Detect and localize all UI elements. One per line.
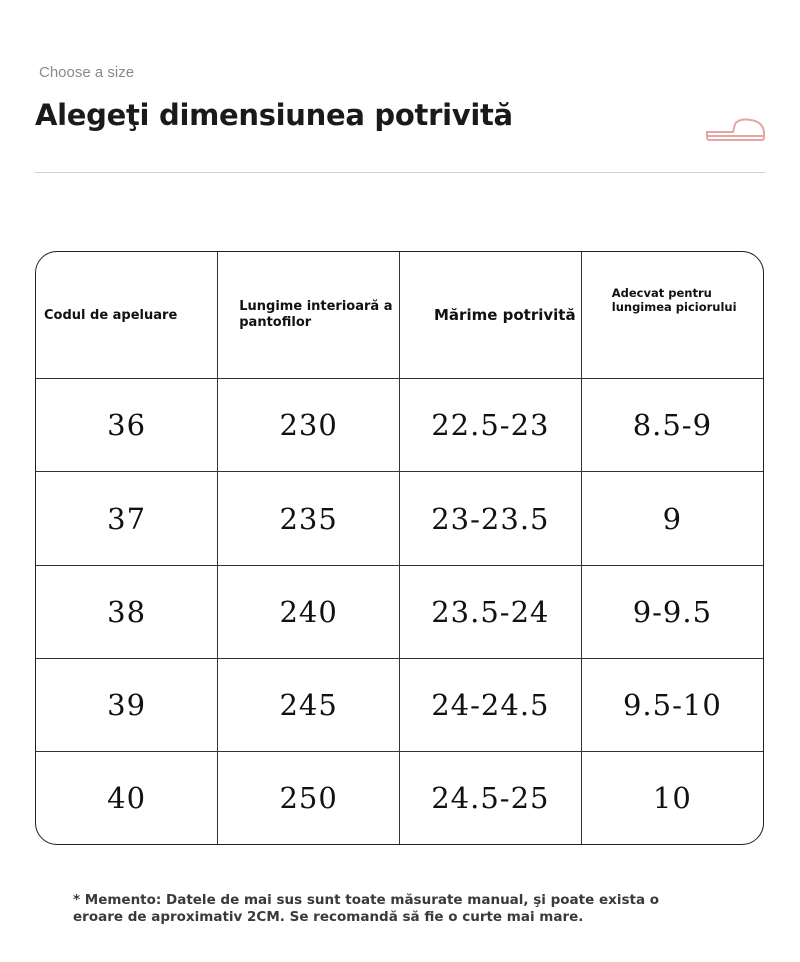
table-cell: 9 [581, 472, 763, 565]
table-cell: 9.5-10 [581, 659, 763, 752]
table-row [36, 565, 763, 658]
table-cell: 250 [218, 752, 400, 844]
table-cell: 24-24.5 [400, 659, 582, 752]
header-divider [35, 172, 765, 173]
table-cell: 23-23.5 [400, 472, 582, 565]
table-cell: 22.5-23 [400, 379, 582, 472]
table-cell: 8.5-9 [581, 379, 763, 472]
table-cell: 245 [218, 659, 400, 752]
table-cell: 40 [36, 752, 218, 844]
header-cell: Codul de apeluare [36, 252, 218, 379]
table-cell: 9-9.5 [581, 565, 763, 658]
table-cell: 38 [36, 565, 218, 658]
table-row [36, 472, 763, 565]
page-title: Alegeţi dimensiunea potrivită [35, 98, 513, 132]
slipper-icon [705, 114, 767, 144]
header-cell: Mărime potrivită [400, 252, 582, 379]
table-cell: 36 [36, 379, 218, 472]
table-row [36, 659, 763, 752]
table-cell: 10 [581, 752, 763, 844]
table-row [36, 379, 763, 472]
table-cell: 235 [218, 472, 400, 565]
header-cell: Lungime interioară a pantofilor [218, 252, 400, 379]
size-table [35, 251, 764, 845]
memo-note: * Memento: Datele de mai sus sunt toate măsurate manual, şi poate exista o eroare de aproximativ 2CM. Se recomandă să fie o curte mai mare. [73, 892, 660, 925]
table-cell: 24.5-25 [400, 752, 582, 844]
table-header-row [36, 252, 763, 379]
table-cell: 39 [36, 659, 218, 752]
table-cell: 23.5-24 [400, 565, 582, 658]
subtitle: Choose a size [39, 64, 135, 81]
header-cell: Adecvat pentru lungimea piciorului [581, 252, 763, 379]
table-row [36, 752, 763, 844]
table-cell: 37 [36, 472, 218, 565]
table-cell: 240 [218, 565, 400, 658]
table-cell: 230 [218, 379, 400, 472]
